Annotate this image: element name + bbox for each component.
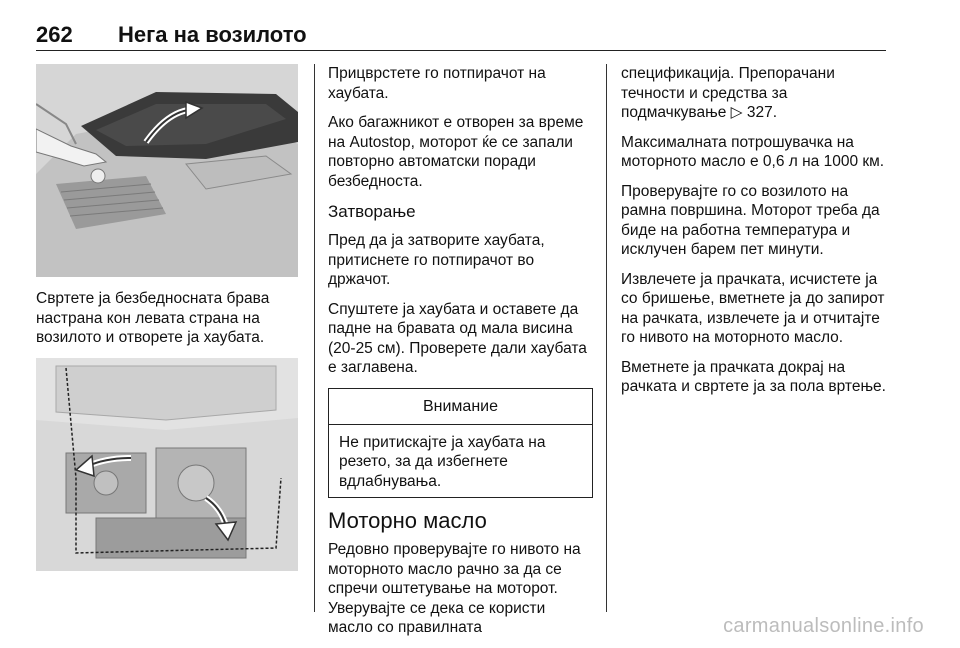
page-number: 262 (36, 22, 73, 47)
paragraph: Редовно проверувајте го нивото на моторното масло рачно за да се спречи оштетување на моторот. Уверувајте се дека се користи масло со правилната (328, 541, 581, 636)
section-heading-closing: Затворање (328, 202, 416, 221)
paragraph: Прицврстете го потпирачот на хаубата. (328, 65, 546, 102)
paragraph-with-page-ref: спецификација. Препорачани течности и средства за подмачкување ▷ 327. (621, 65, 835, 121)
engine-bay-illustration (36, 358, 298, 571)
section-heading-engine-oil: Моторно масло (328, 508, 487, 533)
paragraph: Вметнете ја прачката докрај на рачката и свртете ја за пола вртење. (621, 358, 886, 395)
hood-opening-illustration (36, 64, 298, 277)
column-divider-1 (314, 64, 315, 612)
header-rule (36, 50, 886, 51)
paragraph: Проверувајте го со возилото на рамна површина. Моторот треба да биде на работна температура и исклучен барем пет минути. (621, 182, 880, 258)
paragraph: Ако багажникот е отворен за време на Autostop, моторот ќе се запали повторно автоматски поради безбедноста. (328, 114, 584, 190)
column-divider-2 (606, 64, 607, 612)
page-header (36, 22, 886, 52)
figure-1-caption: Свртете ја безбедносната брава настрана кон левата страна на возилото и отворете ја хаубата. (36, 290, 270, 346)
warning-title: Внимание (329, 389, 592, 425)
paragraph: Пред да ја затворите хаубата, притиснете го потпирачот во држачот. (328, 232, 545, 288)
column-2 (328, 64, 593, 648)
column-1 (36, 64, 298, 571)
paragraph: Максималната потрошувачка на моторното масло е 0,6 л на 1000 км. (621, 133, 885, 170)
watermark: carmanualsonline.info (723, 615, 924, 637)
column-3 (621, 64, 889, 407)
warning-text: Не притискајте ја хаубата на резето, за да избегнете вдлабнувања. (339, 433, 546, 490)
warning-box (328, 388, 593, 499)
chapter-title: Нега на возилото (118, 22, 307, 47)
paragraph: Спуштете ја хаубата и оставете да падне на бравата од мала висина (20-25 см). Проверете дали хаубата е заглавена. (328, 300, 587, 376)
paragraph: Извлечете ја прачката, исчистете ја со бришење, вметнете ја до запирот на рачката, извлечете ја и отчитајте го нивото на моторното масло. (621, 270, 885, 346)
